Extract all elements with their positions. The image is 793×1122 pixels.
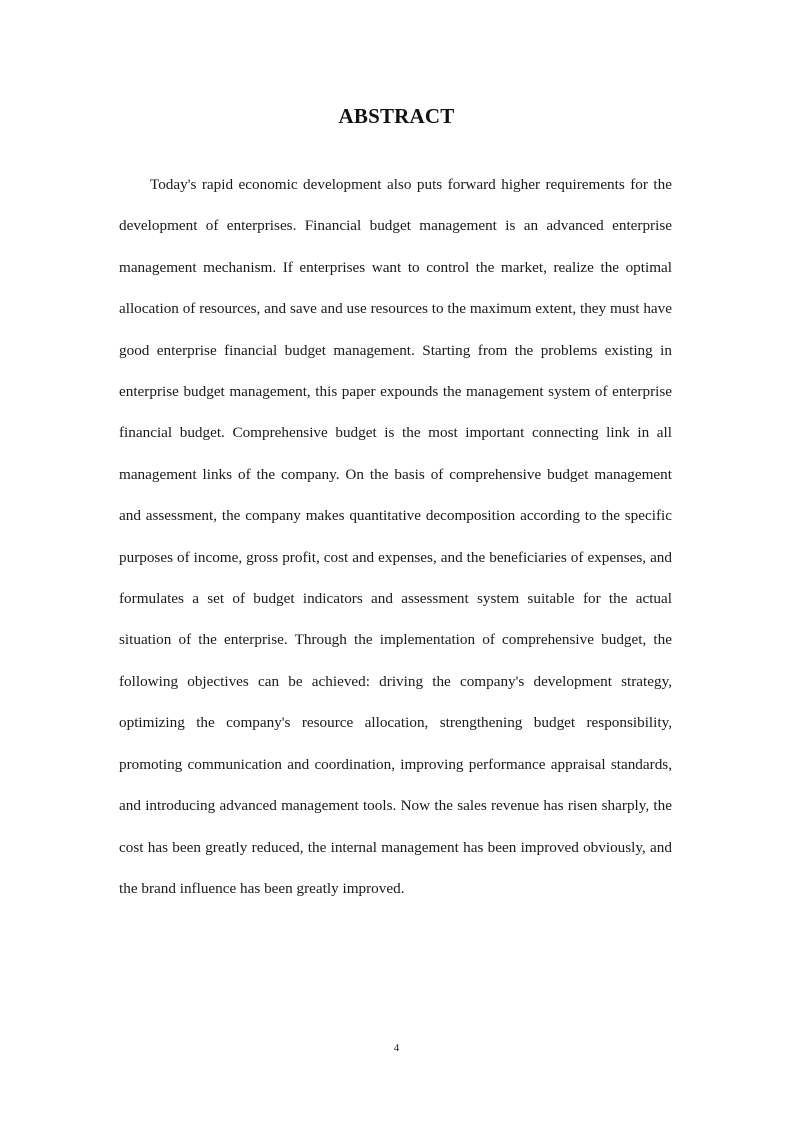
abstract-text: Today's rapid economic development also puts forward higher requirements for the development of enterprises. Financial budget management is an advanced enterprise management mechanism. If enterprises want to control the market, realize the optimal allocation of resources, and save and use resources to the maximum extent, they must have good enterprise financial budget management. Starting from the problems existing in enterprise budget management, this paper expounds the management system of enterprise financial budget. Comprehensive budget is the most important connecting link in all management links of the company. On the basis of comprehensive budget management and assessment, the company makes quantitative decomposition according to the specific purposes of income, gross profit, cost and expenses, and the beneficiaries of expenses, and formulates a set of budget indicators and assessment system suitable for the actual situation of the enterprise. Through the implementation of comprehensive budget, the following objectives can be achieved: driving the company's development strategy, optimizing the company's resource allocation, strengthening budget responsibility, promoting communication and coordination, improving performance appraisal standards, and introducing advanced management tools. Now the sales revenue has risen sharply, the cost has been greatly reduced, the internal management has been improved obviously, and the brand influence has been greatly improved. [119,176,672,897]
page-number: 4 [393,1042,400,1054]
abstract-paragraph [119,164,672,909]
abstract-title: ABSTRACT [338,104,455,128]
